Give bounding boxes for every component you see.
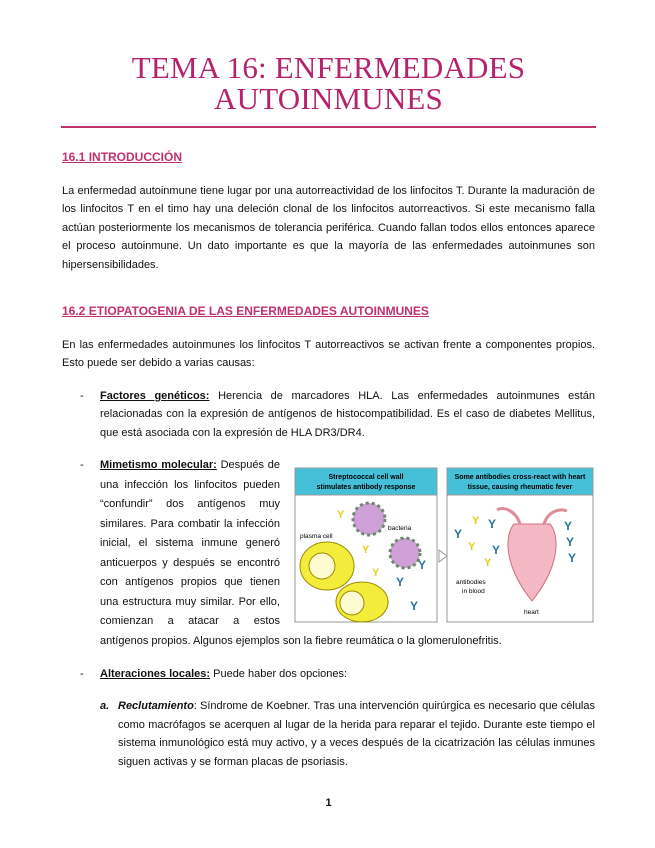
figure-right-header: tissue, causing rheumatic fever bbox=[467, 484, 573, 492]
svg-text:Y: Y bbox=[418, 558, 427, 573]
bacteria-2 bbox=[390, 538, 420, 568]
subitem-marker: a. bbox=[100, 700, 110, 713]
subitem-reclutamiento: a. Reclutamiento: Síndrome de Koebner. Tras una intervención quirúrgica es necesario que células como macrófagos se acerquen al lugar de la herida para reparar el tejido. Durante este tiempo el sistema inmunológico está muy activo, y a veces después de la cicatrización las células inmunes siguen activas y se forman placas de psoriasis. bbox=[62, 697, 595, 771]
bullet-local-alterations: - Alteraciones locales: Puede haber dos opciones: bbox=[62, 665, 595, 683]
heart-label: heart bbox=[524, 609, 539, 617]
bullet-marker: - bbox=[80, 459, 84, 472]
etiopatogenia-paragraph: En las enfermedades autoinmunes los linfocitos T autorreactivos se activan frente a componentes propios. Esto puede ser debido a varias causas: bbox=[62, 339, 595, 370]
page-number: 1 bbox=[325, 797, 332, 810]
svg-text:Y: Y bbox=[566, 535, 575, 550]
section-heading-etiopatogenia: 16.2 ETIOPATOGENIA DE LAS ENFERMEDADES AUTOINMUNES bbox=[62, 304, 429, 319]
svg-text:Y: Y bbox=[410, 599, 419, 614]
bullet-molecular-mimicry: - Streptococcal cell wall stimulates antibody response Some antibodies cross-react with heart tissue, causing rheumatic fever plasma cell bacteria Y Y Y Y Y Y Y Y Y Y Y Y Y Y Y antibodies in blood heart Mimetismo molecular: Después de una infección los linfocitos pueden “confundir” dos antígenos muy similares. Para combatir la infección inicial, el sistema inmune generó anticuerpos y después se encontró con antígenos propios que tienen una estructura muy similar. Por ello, comienzan a atacar a estos antígenos propios. Algunos ejemplos son la fiebre reumática o la glomerulonefritis. bbox=[62, 456, 595, 651]
intro-paragraph: La enfermedad autoinmune tiene lugar por una autorreactividad de los linfocitos T. Durante la maduración de los linfocitos T en el timo hay una deleción clonal de los linfocitos autorreactivos. Si este mecanismo falla actúan posteriormente los mecanismos de tolerancia periférica. Cuando fallan todos ellos entonces aparece el proceso autoinmune. Un dato importante es que la mayoría de las enfermedades autoinmunes son hipersensibilidades. bbox=[62, 185, 595, 271]
antibodies-label: in blood bbox=[462, 588, 485, 596]
svg-text:Y: Y bbox=[362, 544, 370, 557]
svg-text:Y: Y bbox=[454, 527, 463, 542]
bullet-marker: - bbox=[80, 668, 84, 681]
svg-text:Y: Y bbox=[337, 509, 345, 522]
figure-left-header: stimulates antibody response bbox=[316, 484, 416, 492]
bacteria-label: bacteria bbox=[388, 525, 412, 533]
bullet-marker: - bbox=[80, 389, 84, 402]
svg-text:Y: Y bbox=[472, 515, 480, 528]
svg-text:Y: Y bbox=[492, 543, 501, 558]
rheumatic-fever-figure bbox=[292, 466, 597, 624]
svg-text:Y: Y bbox=[372, 567, 380, 580]
page-title: TEMA 16: ENFERMEDADES AUTOINMUNES bbox=[131, 50, 526, 116]
svg-text:Y: Y bbox=[564, 519, 573, 534]
figure-right-header: Some antibodies cross-react with heart bbox=[454, 474, 586, 482]
svg-text:Y: Y bbox=[468, 541, 476, 554]
title-rule bbox=[61, 126, 596, 128]
plasma-cell-label: plasma cell bbox=[300, 533, 333, 541]
bacteria-1 bbox=[353, 503, 385, 535]
svg-text:Y: Y bbox=[396, 575, 405, 590]
figure-left-header: Streptococcal cell wall bbox=[328, 474, 404, 482]
svg-text:Y: Y bbox=[488, 517, 497, 532]
section-heading-intro: 16.1 INTRODUCCIÓN bbox=[62, 150, 183, 164]
svg-text:Y: Y bbox=[484, 557, 492, 570]
bullet-genetic-factors: - Factores genéticos: Herencia de marcadores HLA. Las enfermedades autoinmunes están relacionadas con la expresión de antígenos de histocompatibilidad. Es el caso de diabetes Mellitus, que está asociada con la expresión de HLA DR3/DR4. bbox=[62, 387, 595, 442]
antibodies-label: antibodies bbox=[456, 579, 486, 587]
svg-text:Y: Y bbox=[568, 551, 577, 566]
